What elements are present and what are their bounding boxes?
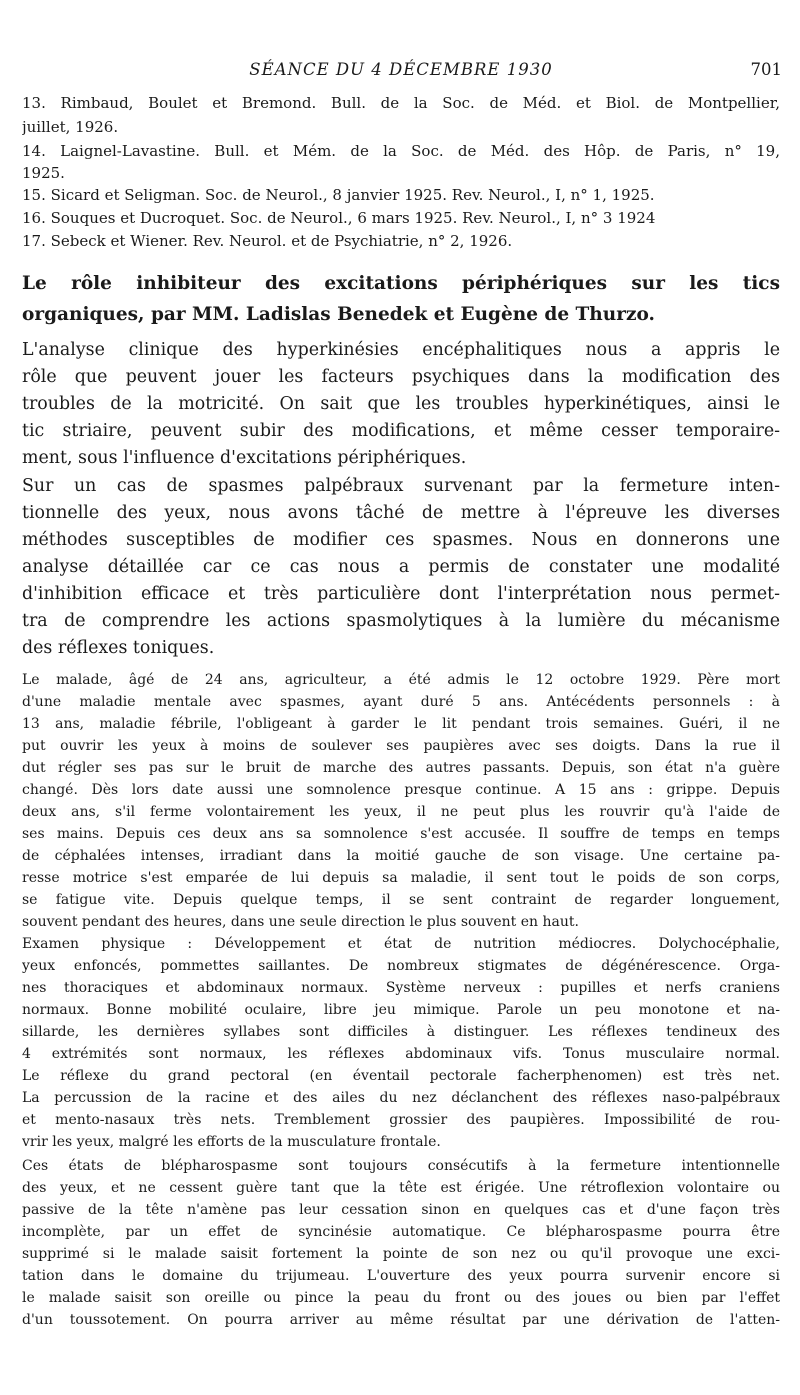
case-line: passive de la tête n'amène pas leur cessation sinon en quelques cas et d'une façon très [22, 1202, 780, 1218]
reference-16: 16. Souques et Ducroquet. Soc. de Neurol., 6 mars 1925. Rev. Neurol., I, n° 3 1924 [22, 209, 656, 227]
reference-14-cont: 1925. [22, 164, 65, 182]
reference-13-cont: juillet, 1926. [22, 118, 119, 136]
running-header [20, 60, 782, 84]
case-line: de céphalées intenses, irradiant dans la moitié gauche de son visage. Une certaine pa- [22, 848, 780, 864]
case-line: sillarde, les dernières syllabes sont difficiles à distinguer. Les réflexes tendineux des [22, 1024, 780, 1040]
paragraph-line: rôle que peuvent jouer les facteurs psychiques dans la modification des [22, 367, 780, 387]
case-line: souvent pendant des heures, dans une seule direction le plus souvent en haut. [22, 914, 579, 930]
case-line: le malade saisit son oreille ou pince la peau du front ou des joues ou bien par l'effet [22, 1290, 780, 1306]
case-line: des yeux, et ne cessent guère tant que la tête est érigée. Une rétroflexion volontaire ou [22, 1180, 780, 1196]
case-line: Le malade, âgé de 24 ans, agriculteur, a été admis le 12 octobre 1929. Père mort [22, 672, 780, 688]
reference-14: 14. Laignel-Lavastine. Bull. et Mém. de la Soc. de Méd. des Hôp. de Paris, n° 19, [22, 142, 780, 160]
paragraph-line: méthodes susceptibles de modifier ces spasmes. Nous en donnerons une [22, 530, 780, 550]
case-line: 13 ans, maladie fébrile, l'obligeant à garder le lit pendant trois semaines. Guéri, il ne [22, 716, 780, 732]
case-line: deux ans, s'il ferme volontairement les yeux, il ne peut plus les rouvrir qu'à l'aide de [22, 804, 780, 820]
paragraph-line: tic striaire, peuvent subir des modifications, et même cesser temporaire- [22, 421, 780, 441]
page-number: 701 [750, 60, 782, 79]
case-line: supprimé si le malade saisit fortement la pointe de son nez ou qu'il provoque une exci- [22, 1246, 780, 1262]
reference-17: 17. Sebeck et Wiener. Rev. Neurol. et de Psychiatrie, n° 2, 1926. [22, 232, 513, 250]
case-line: Ces états de blépharospasme sont toujours consécutifs à la fermeture intentionnelle [22, 1158, 780, 1174]
paragraph-line: Sur un cas de spasmes palpébraux survenant par la fermeture inten- [22, 476, 780, 496]
case-line: Examen physique : Développement et état de nutrition médiocres. Dolychocéphalie, [22, 936, 780, 952]
case-line: ses mains. Depuis ces deux ans sa somnolence s'est accusée. Il souffre de temps en temps [22, 826, 780, 842]
case-line: normaux. Bonne mobilité oculaire, libre jeu mimique. Parole un peu monotone et na- [22, 1002, 780, 1018]
case-line: resse motrice s'est emparée de lui depuis sa maladie, il sent tout le poids de son corps, [22, 870, 780, 886]
case-line: yeux enfoncés, pommettes saillantes. De nombreux stigmates de dégénérescence. Orga- [22, 958, 780, 974]
case-line: nes thoraciques et abdominaux normaux. Système nerveux : pupilles et nerfs craniens [22, 980, 780, 996]
paragraph-line: analyse détaillée car ce cas nous a permis de constater une modalité [22, 557, 780, 577]
case-line: changé. Dès lors date aussi une somnolence presque continue. A 15 ans : grippe. Depuis [22, 782, 780, 798]
case-line: 4 extrémités sont normaux, les réflexes abdominaux vifs. Tonus musculaire normal. [22, 1046, 780, 1062]
case-line: Le réflexe du grand pectoral (en éventail pectorale facherphenomen) est très net. [22, 1068, 780, 1084]
case-line: et mento-nasaux très nets. Tremblement grossier des paupières. Impossibilité de rou- [22, 1112, 780, 1128]
case-line: d'une maladie mentale avec spasmes, ayant duré 5 ans. Antécédents personnels : à [22, 694, 780, 710]
case-line: dut régler ses pas sur le bruit de marche des autres passants. Depuis, son état n'a guère [22, 760, 780, 776]
running-title: SÉANCE DU 4 DÉCEMBRE 1930 [249, 60, 553, 79]
paragraph-line: tionnelle des yeux, nous avons tâché de mettre à l'épreuve les diverses [22, 503, 780, 523]
paragraph-line: des réflexes toniques. [22, 638, 215, 658]
case-line: La percussion de la racine et des ailes du nez déclanchent des réflexes naso-palpébraux [22, 1090, 780, 1106]
article-title-authors: organiques, par MM. Ladislas Benedek et Eugène de Thurzo. [22, 304, 655, 325]
case-line: incomplète, par un effet de syncinésie automatique. Ce blépharospasme pourra être [22, 1224, 780, 1240]
paragraph-line: ment, sous l'influence d'excitations périphériques. [22, 448, 467, 468]
case-line: vrir les yeux, malgré les efforts de la musculature frontale. [22, 1134, 441, 1150]
case-line: se fatigue vite. Depuis quelque temps, il se sent contraint de regarder longuement, [22, 892, 780, 908]
article-title: Le rôle inhibiteur des excitations périphériques sur les tics [22, 273, 780, 294]
case-line: put ouvrir les yeux à moins de soulever ses paupières avec ses doigts. Dans la rue il [22, 738, 780, 754]
case-line: tation dans le domaine du trijumeau. L'ouverture des yeux pourra survenir encore si [22, 1268, 780, 1284]
reference-13: 13. Rimbaud, Boulet et Bremond. Bull. de la Soc. de Méd. et Biol. de Montpellier, [22, 94, 780, 112]
paragraph-line: d'inhibition efficace et très particulière dont l'interprétation nous permet- [22, 584, 780, 604]
paragraph-line: tra de comprendre les actions spasmolytiques à la lumière du mécanisme [22, 611, 780, 631]
paragraph-line: troubles de la motricité. On sait que les troubles hyperkinétiques, ainsi le [22, 394, 780, 414]
paragraph-line: L'analyse clinique des hyperkinésies encéphalitiques nous a appris le [22, 340, 780, 360]
case-line: d'un toussotement. On pourra arriver au même résultat par une dérivation de l'atten- [22, 1312, 780, 1328]
reference-15: 15. Sicard et Seligman. Soc. de Neurol., 8 janvier 1925. Rev. Neurol., I, n° 1, 1925. [22, 186, 655, 204]
